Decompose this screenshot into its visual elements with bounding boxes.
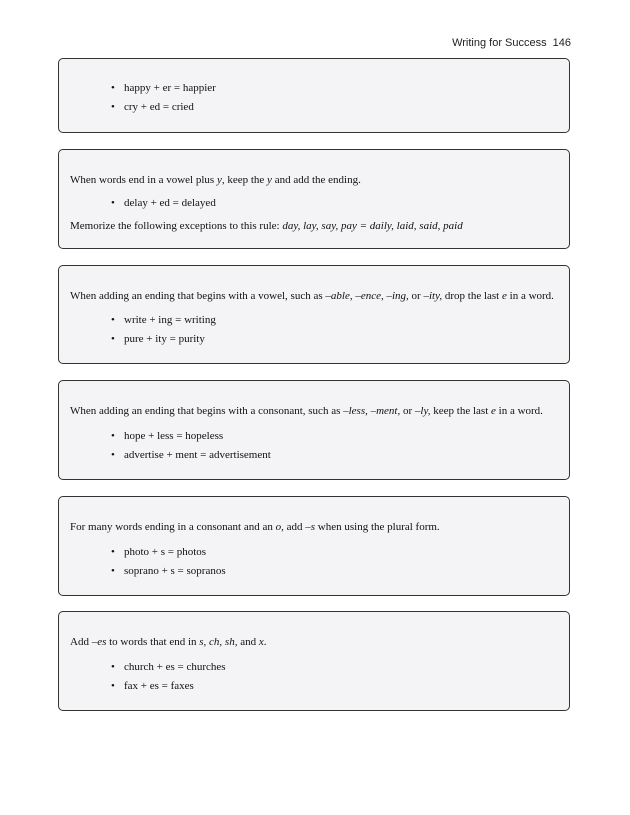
example-bullet: • advertise + ment = advertisement xyxy=(111,449,271,461)
page-number: 146 xyxy=(552,37,571,49)
rule-text: When adding an ending that begins with a vowel, such as –able, –ence, –ing, or –ity, drop the last e in a word. xyxy=(70,290,554,302)
example-bullet: • fax + es = faxes xyxy=(111,680,194,692)
example-bullet: • photo + s = photos xyxy=(111,546,207,558)
example-bullet: • cry + ed = cried xyxy=(111,101,194,113)
running-header xyxy=(452,37,571,49)
example-bullet: • write + ing = writing xyxy=(111,314,216,326)
example-bullet: • pure + ity = purity xyxy=(111,333,205,345)
example-bullet: • church + es = churches xyxy=(111,661,226,673)
exception-note: Memorize the following exceptions to this rule: day, lay, say, pay = daily, laid, said, paid xyxy=(70,220,463,232)
rule-box-3 xyxy=(58,265,570,364)
rule-text: When adding an ending that begins with a consonant, such as –less, –ment, or –ly, keep the last e in a word. xyxy=(70,405,543,417)
rule-text: Add –es to words that end in s, ch, sh, and x. xyxy=(70,636,267,648)
example-bullet: • happy + er = happier xyxy=(111,82,216,94)
rule-text: For many words ending in a consonant and an o, add –s when using the plural form. xyxy=(70,521,440,533)
example-bullet: • soprano + s = sopranos xyxy=(111,565,226,577)
rule-box-1 xyxy=(58,58,570,133)
header-title: Writing for Success xyxy=(452,37,547,49)
rule-box-5 xyxy=(58,496,570,596)
example-bullet: • delay + ed = delayed xyxy=(111,197,216,209)
rule-box-4 xyxy=(58,380,570,480)
example-bullet: • hope + less = hopeless xyxy=(111,430,224,442)
rule-box-2 xyxy=(58,149,570,249)
rule-text: When words end in a vowel plus y, keep the y and add the ending. xyxy=(70,174,361,186)
rule-box-6 xyxy=(58,611,570,711)
